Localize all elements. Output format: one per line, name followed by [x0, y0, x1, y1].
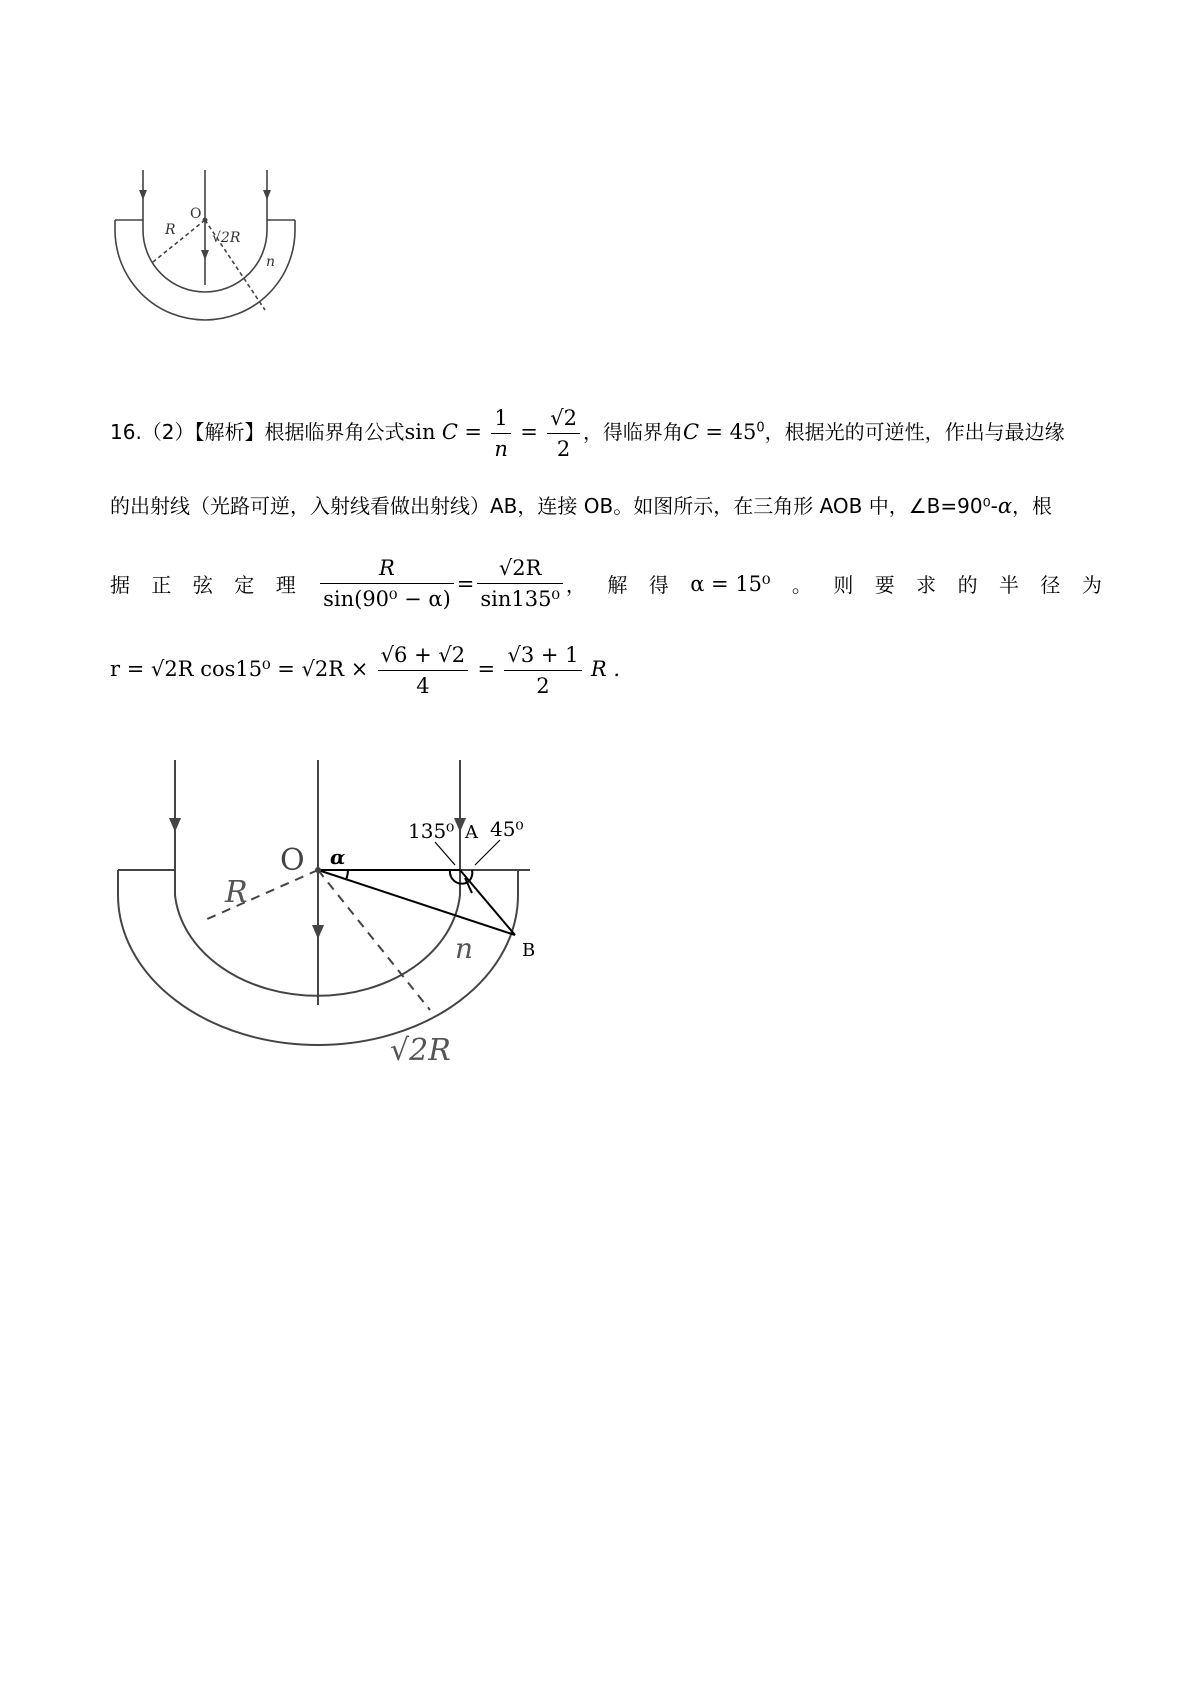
r-frac1-num: √6 + √2	[378, 640, 468, 671]
frac2-num: √2	[547, 403, 580, 434]
equals-2: =	[520, 420, 538, 444]
var-C: C	[441, 420, 458, 444]
fig2-leader-45	[475, 840, 500, 865]
fig2-angle-alpha-arc	[346, 870, 348, 880]
fig2-label-sqrt2R: √2R	[390, 1033, 451, 1068]
figure-1-diagram	[110, 170, 330, 350]
line2-end: ，根	[1012, 494, 1053, 518]
fig2-dash-sqrt2r	[318, 870, 430, 1010]
sine-comma: ，	[565, 573, 586, 597]
sine-equals: =	[456, 571, 475, 596]
fraction-sqrt2-over-2	[547, 403, 580, 464]
paragraph-line-1	[110, 403, 1065, 464]
fig1-label-O: O	[190, 206, 202, 222]
fraction-R-over-sin	[320, 553, 454, 614]
fig1-label-sqrt2R: √2R	[212, 230, 241, 246]
fig2-label-45: 45⁰	[490, 817, 524, 841]
fig2-label-O: O	[280, 843, 305, 878]
frac2-den: 2	[556, 437, 571, 461]
radius-lhs: r = √2R cos15⁰ = √2R ×	[110, 657, 369, 681]
line1-suffix: ，根据光的可逆性，作出与最边缘	[764, 420, 1065, 444]
fig2-center-dot	[315, 867, 321, 873]
r-frac2-num: √3 + 1	[504, 640, 581, 671]
line1-prefix: 16.（2）【解析】根据临界角公式	[110, 420, 405, 444]
figure-2-diagram	[110, 760, 590, 1100]
char-period: 。	[791, 573, 812, 597]
sine-frac2-num: √2R	[477, 553, 563, 584]
sine-frac2-den: sin135⁰	[480, 587, 560, 611]
fig1-label-R: R	[165, 222, 176, 238]
line2-text: 的出射线（光路可逆，入射线看做出射线）AB，连接 OB。如图所示，在三角形 AOB 中，∠B=90⁰-	[110, 494, 998, 518]
fig1-label-n: n	[266, 254, 276, 270]
alpha-result: α = 15⁰	[690, 571, 771, 596]
fig2-label-B: B	[522, 940, 536, 961]
var-C-2: C	[682, 420, 700, 444]
char-zheng: 正	[151, 573, 172, 597]
fraction-1-over-n	[491, 403, 511, 464]
char-ban: 半	[999, 573, 1019, 597]
char-jie: 解	[607, 573, 628, 597]
char-ze: 则	[833, 573, 854, 597]
fig1-dash-r	[153, 220, 205, 262]
fig2-arrow-left	[169, 818, 181, 832]
line1-mid: ，得临界角	[582, 420, 683, 444]
char-yao: 要	[874, 573, 895, 597]
char-jing: 径	[1040, 573, 1061, 597]
frac1-den: n	[494, 437, 508, 461]
equals-1: =	[464, 420, 482, 444]
fig2-angle-45-arc	[468, 870, 472, 882]
sine-frac1-num: R	[320, 553, 454, 584]
r-frac1-den: 4	[416, 674, 430, 698]
alpha-symbol: α	[997, 494, 1013, 518]
char-qiu: 求	[916, 573, 937, 597]
fig2-line-OB	[318, 870, 515, 935]
fig1-center-dot	[203, 218, 208, 223]
paragraph-line-2	[110, 490, 1052, 519]
fig1-arrow-center	[201, 250, 209, 260]
value-45: = 45	[705, 420, 757, 444]
fig2-label-alpha: α	[330, 845, 346, 869]
r-frac2-den: 2	[536, 674, 550, 698]
fraction-sqrt6-plus-sqrt2-over-4	[378, 640, 468, 701]
sine-frac1-den: sin(90⁰ − α)	[323, 587, 451, 611]
frac1-num: 1	[491, 403, 511, 434]
char-ju: 据	[110, 573, 130, 597]
paragraph-line-3	[110, 553, 1102, 614]
char-xian: 弦	[192, 573, 213, 597]
char-li: 理	[275, 573, 296, 597]
char-ding: 定	[234, 573, 255, 597]
fig2-leader-135	[435, 842, 455, 865]
fig2-label-135: 135⁰	[408, 819, 455, 843]
paragraph-line-4	[110, 640, 620, 701]
fig2-label-n: n	[455, 932, 474, 965]
radius-equals: =	[477, 657, 496, 681]
fraction-sqrt3-plus-1-over-2	[504, 640, 581, 701]
sine-rule-equation	[317, 553, 586, 614]
fig1-arrow-right	[263, 190, 271, 200]
fig2-label-A: A	[465, 822, 478, 843]
fraction-sqrt2R-over-sin135	[477, 553, 563, 614]
radius-end: R .	[590, 657, 621, 681]
fig2-label-R: R	[225, 875, 248, 910]
char-de2: 的	[957, 573, 978, 597]
char-de: 得	[648, 573, 669, 597]
char-wei: 为	[1081, 573, 1102, 597]
fig1-arrow-left	[139, 190, 147, 200]
fig2-arrow-center	[312, 925, 324, 939]
degree-sup: 0	[756, 420, 765, 436]
sin-text: sin	[404, 420, 436, 444]
